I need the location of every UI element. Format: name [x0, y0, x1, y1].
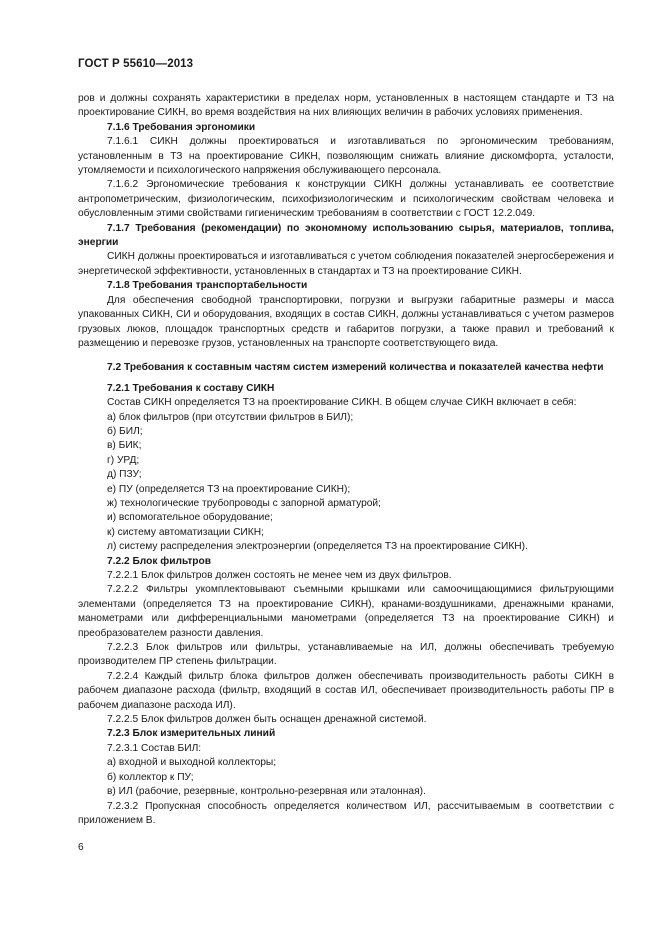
section-heading: 7.2.2 Блок фильтров: [107, 555, 212, 567]
paragraph: СИКН должны проектироваться и изготавливаться с учетом соблюдения показателей энергосбережения и энергетической эффективности, установленных в стандартах и ТЗ на проектирование СИКН.: [78, 251, 614, 277]
document-id: ГОСТ Р 55610—2013: [78, 58, 194, 70]
list-item: г) УРД;: [107, 454, 140, 466]
chapter-heading: 7.2 Требования к составным частям систем измерений количества и показателей качества нефти: [107, 362, 604, 374]
list-item: а) входной и выходной коллекторы;: [107, 757, 277, 769]
list-item: к) систему автоматизации СИКН;: [107, 526, 264, 538]
paragraph: Для обеспечения свободной транспортировки, погрузки и выгрузки габаритные размеры и масса упакованных СИКН, СИ и оборудования, входящих в состав СИКН, должны устанавливаться с учетом размеров грузовых люков, площадок транспортных средств и габаритов погрузки, а также правил и требований к размещению и перевозке грузов, установленных на транспорте соответствующего вида.: [78, 294, 614, 349]
paragraph: 7.2.2.4 Каждый фильтр блока фильтров должен обеспечивать производительность работы СИКН в рабочем диапазоне расхода (фильтр, входящий в состав ИЛ, обеспечивает производительность работы ПР в рабочем диапазоне расхода ИЛ).: [78, 670, 614, 711]
page-body: [78, 92, 614, 828]
section-heading: 7.2.1 Требования к составу СИКН: [107, 382, 275, 394]
list-item: и) вспомогательное оборудование;: [107, 512, 273, 524]
paragraph: 7.1.6.2 Эргономические требования к конструкции СИКН должны устанавливать ее соответствие антропометрическим, физиологическим, психофизиологическим и психологическим свойствам человека и обусловленным этими свойствами гигиеническим требованиям в соответствии с ГОСТ 12.2.049.: [78, 179, 614, 220]
section-heading: 7.1.6 Требования эргономики: [107, 121, 256, 133]
paragraph: 7.2.2.5 Блок фильтров должен быть оснащен дренажной системой.: [107, 714, 427, 726]
paragraph: 7.2.2.3 Блок фильтров или фильтры, устанавливаемые на ИЛ, должны обеспечивать требуемую производителем ПР степень фильтрации.: [78, 642, 614, 668]
section-heading: 7.2.3 Блок измерительных линий: [107, 728, 276, 740]
section-heading: 7.1.8 Требования транспортабельности: [107, 280, 308, 292]
list-item: в) ИЛ (рабочие, резервные, контрольно-резервная или эталонная).: [107, 786, 426, 798]
paragraph: 7.2.3.1 Состав БИЛ:: [107, 742, 202, 754]
list-item: л) систему распределения электроэнергии (определяется ТЗ на проектирование СИКН).: [107, 541, 528, 553]
list-item: а) блок фильтров (при отсутствии фильтров в БИЛ);: [107, 411, 354, 423]
paragraph: 7.2.3.2 Пропускная способность определяется количеством ИЛ, рассчитываемым в соответствии с приложением В.: [78, 800, 614, 826]
paragraph: 7.1.6.1 СИКН должны проектироваться и изготавливаться по эргономическим требованиям, установленным в ТЗ на проектирование СИКН, позволяющим снижать влияние дискомфорта, усталости, утомляемости и психологического напряжения обслуживающего персонала.: [78, 136, 614, 177]
list-item: б) коллектор к ПУ;: [107, 771, 194, 783]
paragraph: 7.2.2.1 Блок фильтров должен состоять не менее чем из двух фильтров.: [107, 570, 452, 581]
paragraph: ров и должны сохранять характеристики в пределах норм, установленных в настоящем стандарте и ТЗ на проектирование СИКН, во время воздействия на них влияющих величин в рабочих условиях применения.: [78, 93, 614, 119]
list-item: ж) технологические трубопроводы с запорной арматурой;: [107, 497, 381, 509]
section-heading: 7.1.7 Требования (рекомендации) по экономному использованию сырья, материалов, топлива, энергии: [78, 222, 614, 249]
list-item: б) БИЛ;: [107, 425, 143, 437]
page-number: 6: [78, 842, 84, 853]
list-item: е) ПУ (определяется ТЗ на проектирование СИКН);: [107, 483, 351, 495]
paragraph: 7.2.2.2 Фильтры укомплектовывают съемными крышками или самоочищающимися фильтрующими элементами (определяется ТЗ на проектирование СИКН), кранами-воздушниками, дренажными кранами, манометрами или дифференциальными манометрами (определяется ТЗ на проектирование СИКН) и преобразователем разности давления.: [78, 584, 614, 639]
list-item: д) ПЗУ;: [107, 469, 142, 481]
list-item: в) БИК;: [107, 440, 142, 452]
paragraph: Состав СИКН определяется ТЗ на проектирование СИКН. В общем случае СИКН включает в себя:: [107, 397, 577, 409]
